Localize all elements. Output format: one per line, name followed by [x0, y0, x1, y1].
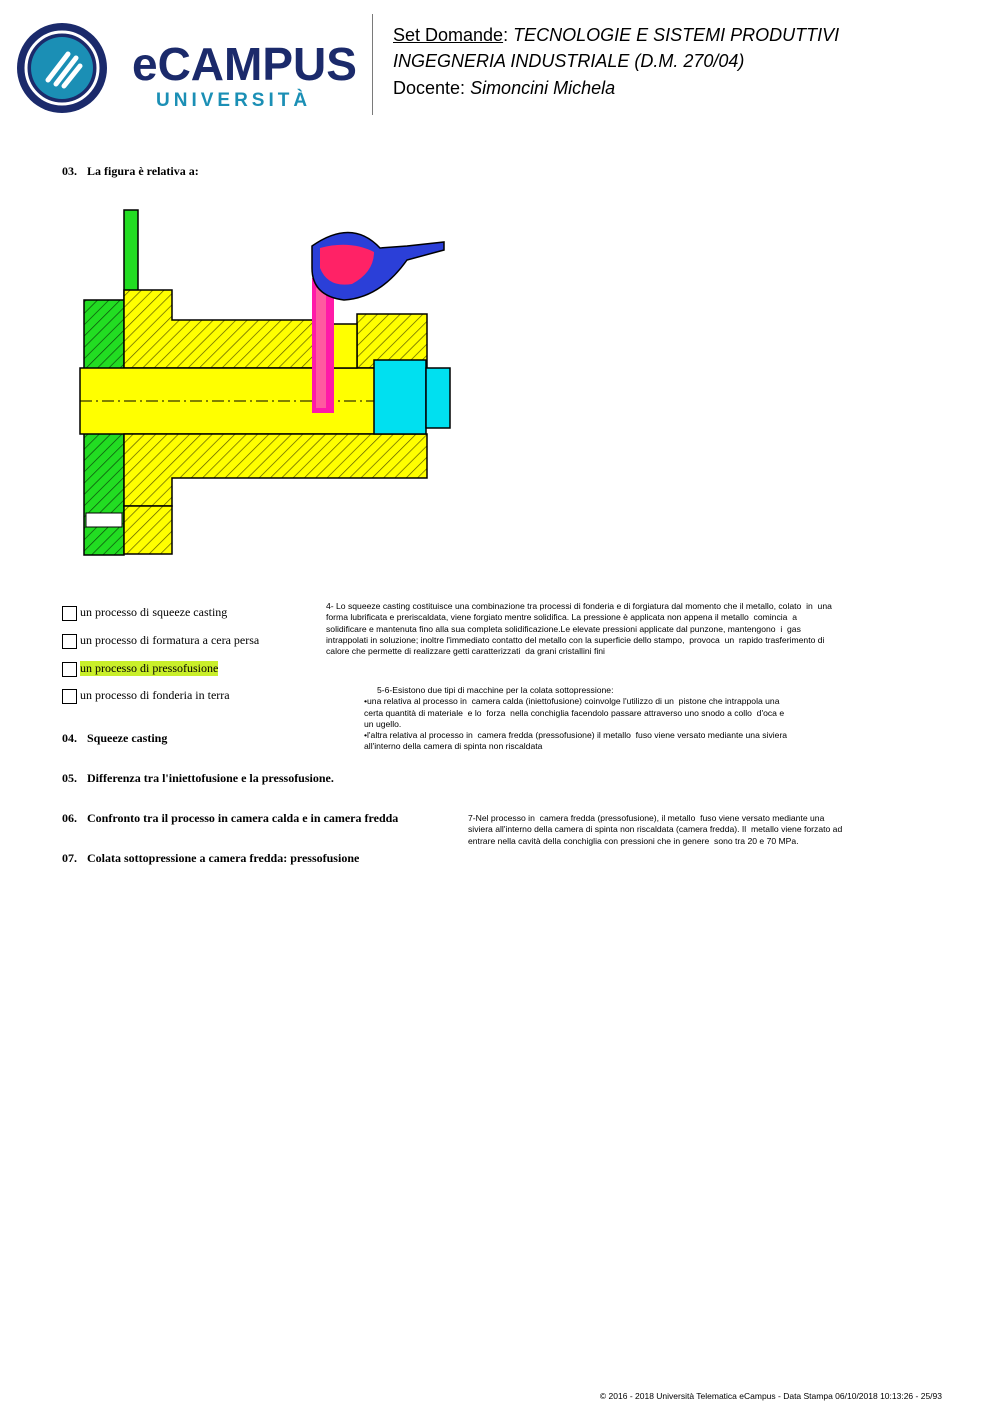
ecampus-logo: [14, 20, 359, 115]
note-line: forma lubrificata e preriscaldata, viene forgiato mentre solidifica. La pressione è applicata non appena il metallo comincia a: [326, 612, 798, 623]
question-text: Confronto tra il processo in camera calda e in camera fredda: [87, 811, 399, 825]
note-line: 7-Nel processo in camera fredda (pressofusione), il metallo fuso viene versato mediante una: [468, 813, 825, 823]
answer-note-5-6: [364, 685, 788, 753]
note-line: •l'altra relativa al processo in camera fredda (pressofusione) il metallo fuso viene versato mediante una siviera: [364, 730, 788, 741]
option-label: un processo di formatura a cera persa: [80, 633, 260, 647]
docente-label: Docente:: [393, 78, 466, 98]
header-divider: [372, 14, 373, 115]
option-label-highlighted: un processo di pressofusione: [80, 661, 219, 675]
header-line-2: [393, 48, 744, 74]
note-line: calore che permette di realizzare getti caratterizzati da grani cristallini fini: [326, 646, 605, 657]
note-line: entrare nella cavità della conchiglia con pressioni che in genere sono tra 20 e 70 MPa.: [468, 835, 799, 846]
logo-sub-text: UNIVERSITÀ: [156, 90, 312, 111]
option-checkbox[interactable]: [62, 689, 77, 704]
question-text: La figura è relativa a:: [87, 164, 199, 178]
answer-note-7: [468, 813, 842, 847]
question-text: Differenza tra l'iniettofusione e la pressofusione.: [87, 771, 334, 785]
logo-emblem-inner: [31, 37, 93, 99]
question-number: 04.: [62, 731, 77, 745]
set-colon: :: [503, 25, 509, 45]
figure-lower-die-foot: [124, 506, 172, 554]
header-line-3: [393, 75, 615, 101]
figure-rod: [124, 210, 138, 300]
option-checkbox[interactable]: [62, 634, 77, 649]
note-line: solidificare e mantenuta fino alla sua completa solidificazione.Le elevate pressioni applicate dal punzone, mantengono i gas: [326, 623, 801, 634]
option-checkbox[interactable]: [62, 606, 77, 621]
note-line: siviera all'interno della camera di spinta non riscaldata (camera fredda). Il metallo viene forzato ad: [468, 824, 843, 835]
question-03: [62, 164, 199, 179]
logo-brand-text: eCAMPUS: [132, 38, 357, 90]
question-06: [62, 811, 398, 826]
option-label: un processo di squeeze casting: [80, 605, 228, 619]
figure-plate-slot: [86, 513, 122, 527]
header-line-1: [393, 22, 839, 48]
page-footer: © 2016 - 2018 Università Telematica eCampus - Data Stampa 06/10/2018 10:13:26 - 25/93: [599, 1391, 942, 1401]
note-line: 5-6-Esistono due tipi di macchine per la colata sottopressione:: [377, 685, 614, 695]
course-title-line1: TECNOLOGIE E SISTEMI PRODUTTIVI: [513, 25, 840, 45]
note-line: •una relativa al processo in camera calda (iniettofusione) coinvolge l'utilizzo di un pistone che intrappola una: [364, 696, 780, 707]
note-line: 4- Lo squeeze casting costituisce una combinazione tra processi di fonderia e di forgiatura dal momento che il metallo, colato in una: [326, 601, 832, 611]
question-number: 05.: [62, 771, 77, 785]
note-line: un ugello.: [364, 718, 402, 729]
question-07: [62, 851, 359, 866]
question-05: [62, 771, 334, 786]
set-label: Set Domande: [393, 25, 504, 45]
question-text: Squeeze casting: [87, 731, 168, 745]
note-line: intrappolati in soluzione; inoltre l'immediato contatto del metallo con la superficie dello stampo, provoca un rapido trasferimento di: [326, 634, 825, 645]
option-checkbox[interactable]: [62, 662, 77, 677]
question-number: 07.: [62, 851, 77, 865]
die-casting-figure: [62, 188, 470, 588]
note-line: all'interno della camera di spinta non riscaldata: [364, 741, 543, 752]
course-title-line2: INGEGNERIA INDUSTRIALE (D.M. 270/04): [393, 51, 745, 71]
question-number: 03.: [62, 164, 77, 178]
option-label: un processo di fonderia in terra: [80, 688, 230, 702]
question-04: [62, 731, 167, 746]
question-text: Colata sottopressione a camera fredda: pressofusione: [87, 851, 360, 865]
question-number: 06.: [62, 811, 77, 825]
figure-plunger-rod: [426, 368, 450, 428]
note-line: certa quantità di materiale e lo forza nella conchiglia facendolo passare attraverso uno snodo a collo d'oca e: [364, 707, 785, 718]
figure-plunger-head: [374, 360, 426, 434]
answer-note-4: [326, 601, 832, 657]
docente-name: Simoncini Michela: [470, 78, 616, 98]
